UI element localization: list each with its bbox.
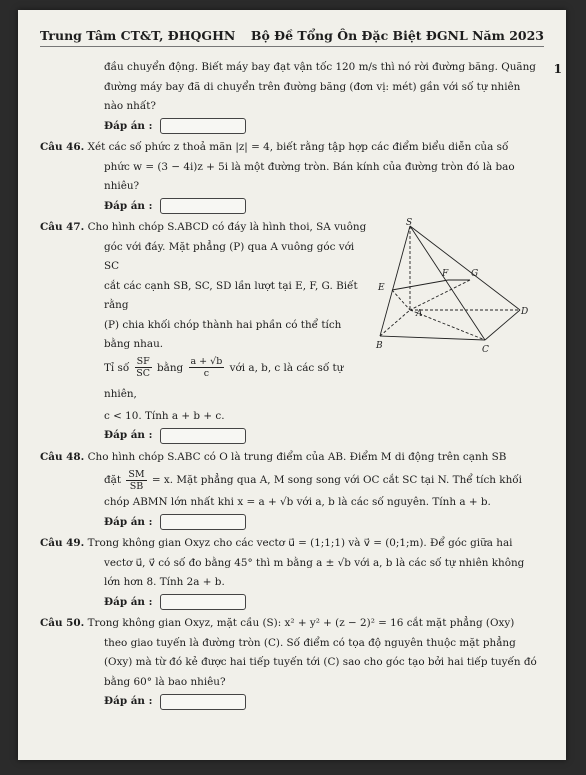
frac-num: SM bbox=[128, 468, 145, 480]
answer-label: Đáp án : bbox=[104, 199, 153, 212]
fraction bbox=[135, 356, 152, 379]
question-45-tail bbox=[40, 58, 548, 136]
text-line: theo giao tuyến là đường tròn (C). Số điểm có tọa độ nguyên thuộc mặt phẳng bbox=[104, 636, 516, 649]
answer-row bbox=[40, 692, 548, 712]
answer-input-48[interactable] bbox=[160, 514, 246, 530]
vertex-label-g: G bbox=[471, 269, 479, 279]
header-right: Bộ Đề Tổng Ôn Đặc Biệt ĐGNL Năm 2023 bbox=[250, 28, 544, 43]
frac-num: SF bbox=[136, 356, 150, 367]
text-line: Xét các số phức z thoả mãn |z| = 4, biết rằng tập hợp các điểm biểu diễn của số bbox=[87, 141, 509, 153]
question-49 bbox=[40, 534, 548, 612]
answer-input-49[interactable] bbox=[160, 594, 246, 610]
text-line: phức w = (3 − 4i)z + 5i là một đường tròn. Bán kính của đường tròn đó là bao nhiêu? bbox=[104, 160, 515, 192]
answer-row bbox=[40, 117, 548, 137]
fraction bbox=[126, 469, 146, 492]
page-header bbox=[40, 28, 544, 47]
answer-label: Đáp án : bbox=[104, 595, 153, 608]
header-left: Trung Tâm CT&T, ĐHQGHN bbox=[40, 28, 236, 43]
question-label: Câu 49. bbox=[40, 537, 85, 549]
question-label: Câu 50. bbox=[40, 617, 85, 629]
text-line: nào nhất? bbox=[104, 100, 156, 112]
answer-row bbox=[40, 513, 548, 533]
pyramid-diagram bbox=[370, 218, 530, 358]
text-line: (P) chia khối chóp thành hai phần có thể tích bằng nhau. bbox=[104, 318, 342, 350]
text-line: cắt các cạnh SB, SC, SD lần lượt tại E, F, G. Biết rằng bbox=[104, 279, 358, 311]
text-line bbox=[40, 467, 548, 493]
vertex-label-b: B bbox=[376, 341, 383, 351]
text-line: Trong không gian Oxyz cho các vectơ u⃗ = (1;1;1) và v⃗ = (0;1;m). Để góc giữa hai bbox=[87, 537, 513, 549]
fraction bbox=[189, 356, 225, 379]
side-mark: 1 bbox=[553, 62, 562, 76]
frac-num: a + √b bbox=[190, 356, 223, 367]
frac-den: c bbox=[203, 368, 210, 379]
text-span: đặt bbox=[104, 474, 122, 486]
text-line: góc với đáy. Mặt phẳng (P) qua A vuông góc với SC bbox=[104, 240, 355, 272]
answer-input-46[interactable] bbox=[160, 198, 246, 214]
text-line: (Oxy) mà từ đó kẻ được hai tiếp tuyến tới (C) sao cho góc tạo bởi hai tiếp tuyến đó bbox=[104, 656, 537, 668]
vertex-label-c: C bbox=[482, 345, 489, 355]
vertex-label-e: E bbox=[378, 283, 385, 293]
text-line: đầu chuyển động. Biết máy bay đạt vận tốc 120 m/s thì nó rời đường băng. Quãng bbox=[104, 61, 536, 73]
text-line: Cho hình chóp S.ABCD có đáy là hình thoi, SA vuông bbox=[87, 221, 367, 233]
vertex-label-s: S bbox=[406, 218, 413, 228]
frac-den: SC bbox=[136, 368, 150, 379]
answer-input-50[interactable] bbox=[160, 694, 246, 710]
question-47 bbox=[40, 218, 548, 446]
answer-input-47[interactable] bbox=[160, 428, 246, 444]
question-48 bbox=[40, 448, 548, 533]
text-line: Trong không gian Oxyz, mặt cầu (S): x² + y² + (z − 2)² = 16 cắt mặt phẳng (Oxy) bbox=[87, 617, 515, 629]
ratio-line bbox=[40, 355, 370, 407]
answer-label: Đáp án : bbox=[104, 515, 153, 528]
text-line: bằng 60° là bao nhiêu? bbox=[104, 675, 226, 688]
answer-input-45[interactable] bbox=[160, 118, 246, 134]
text-line: đường máy bay đã di chuyển trên đường băng (đơn vị: mét) gần với số tự nhiên bbox=[104, 80, 521, 93]
text-line: chóp ABMN lớn nhất khi x = a + √b với a, b là các số nguyên. Tính a + b. bbox=[104, 496, 491, 508]
text-span: với a, b, c là các số tự nhiên, bbox=[104, 361, 344, 400]
text-line: Cho hình chóp S.ABC có O là trung điểm của AB. Điểm M di động trên cạnh SB bbox=[87, 450, 507, 463]
answer-row bbox=[40, 426, 370, 446]
text-span: = x. Mặt phẳng qua A, M song song với OC cắt SC tại N. Thể tích khối bbox=[151, 474, 522, 486]
exam-page bbox=[18, 10, 566, 760]
question-label: Câu 48. bbox=[40, 450, 85, 463]
frac-den: SB bbox=[129, 480, 144, 492]
answer-row bbox=[40, 593, 548, 613]
text-line: c < 10. Tính a + b + c. bbox=[104, 409, 225, 422]
text-span: bằng bbox=[156, 361, 184, 374]
text-line: vectơ u⃗, v⃗ có số đo bằng 45° thì m bằng a ± √b với a, b là các số tự nhiên không bbox=[104, 556, 525, 569]
text-line: lớn hơn 8. Tính 2a + b. bbox=[104, 576, 225, 588]
vertex-label-a: A bbox=[416, 309, 423, 319]
question-46 bbox=[40, 138, 548, 216]
question-50 bbox=[40, 614, 548, 712]
answer-label: Đáp án : bbox=[104, 695, 153, 707]
text-span: Tỉ số bbox=[104, 361, 130, 374]
answer-label: Đáp án : bbox=[104, 119, 153, 132]
vertex-label-f: F bbox=[442, 269, 449, 279]
question-label: Câu 46. bbox=[40, 141, 85, 153]
answer-row bbox=[40, 197, 548, 217]
vertex-label-d: D bbox=[521, 307, 529, 317]
pyramid-figure bbox=[370, 218, 530, 358]
answer-label: Đáp án : bbox=[104, 429, 153, 441]
page-content bbox=[40, 58, 548, 712]
question-label: Câu 47. bbox=[40, 221, 85, 233]
